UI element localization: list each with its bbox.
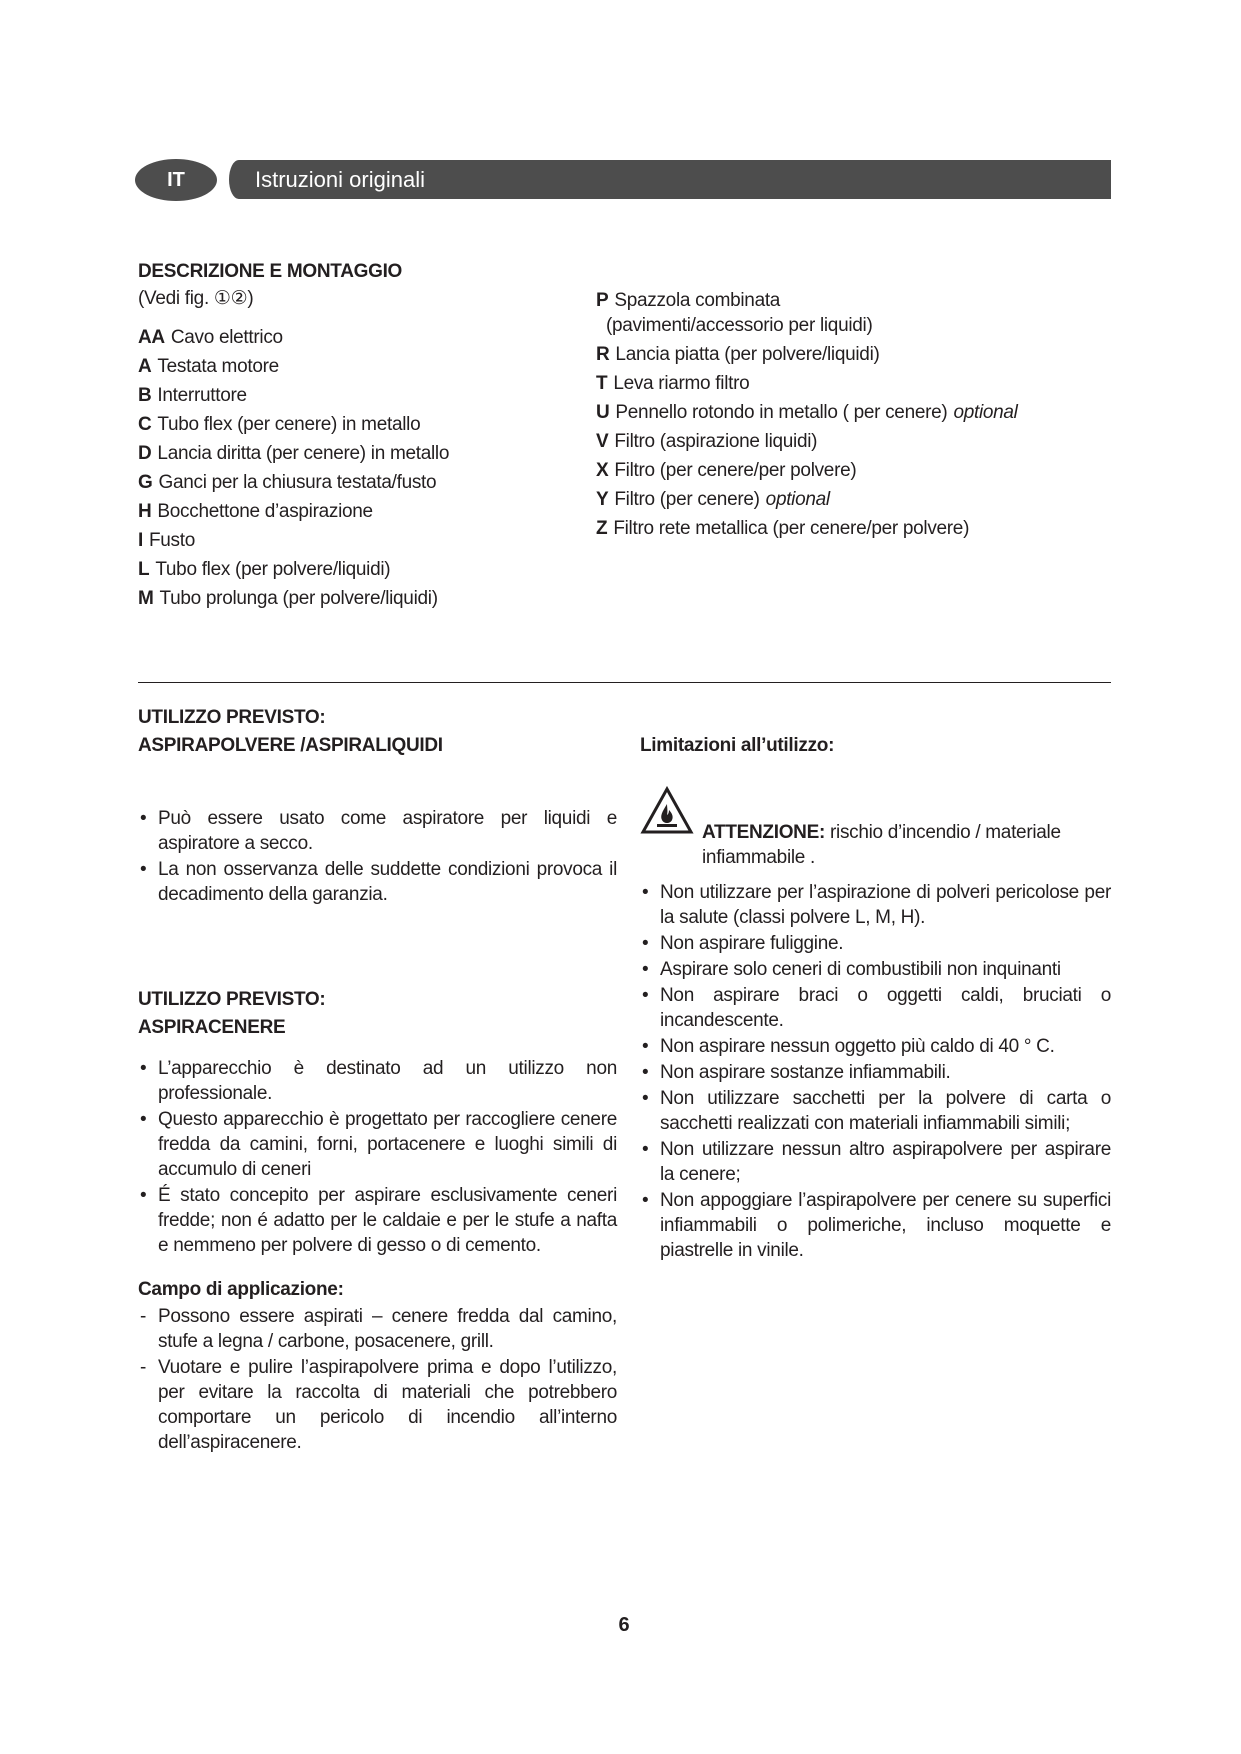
part-label: Tubo flex (per cenere) in metallo xyxy=(157,414,421,435)
language-badge: IT xyxy=(135,159,217,201)
header-title: Istruzioni originali xyxy=(229,160,1111,199)
parts-list-item xyxy=(596,371,1111,396)
part-key: B xyxy=(138,385,152,406)
part-label: Filtro (aspirazione liquidi) xyxy=(614,431,818,452)
list-item: - Possono essere aspirati – cenere fredda dal camino, stufe a legna / carbone, posacenere, grill. xyxy=(138,1304,617,1354)
part-key: T xyxy=(596,373,608,394)
parts-list-item xyxy=(138,528,608,553)
use1-heading: UTILIZZO PREVISTO: xyxy=(138,707,326,728)
list-item: • La non osservanza delle suddette condizioni provoca il decadimento della garanzia. xyxy=(138,857,617,907)
part-key: Y xyxy=(596,489,609,510)
part-key: I xyxy=(138,530,143,551)
description-right xyxy=(596,288,1111,545)
list-item: • Non utilizzare nessun altro aspirapolvere per aspirare la cenere; xyxy=(640,1137,1111,1187)
parts-list-item xyxy=(596,516,1111,541)
list-item: • Non aspirare braci o oggetti caldi, bruciati o incandescente. xyxy=(640,983,1111,1033)
part-label: Leva riarmo filtro xyxy=(613,373,750,394)
part-key: V xyxy=(596,431,609,452)
part-key: A xyxy=(138,356,152,377)
parts-list-item xyxy=(138,325,608,350)
parts-list-item xyxy=(138,412,608,437)
parts-list-item xyxy=(138,586,608,611)
part-label: Interruttore xyxy=(157,385,247,406)
use1-list xyxy=(138,806,617,907)
part-label-continuation: (pavimenti/accessorio per liquidi) xyxy=(606,315,873,336)
part-label: Spazzola combinata xyxy=(614,290,781,311)
parts-list-item xyxy=(596,487,1111,512)
list-item: • Non utilizzare sacchetti per la polvere di carta o sacchetti realizzati con materiali infiammabili simili; xyxy=(640,1086,1111,1136)
part-key: C xyxy=(138,414,152,435)
part-key: R xyxy=(596,344,610,365)
parts-list-item xyxy=(596,342,1111,367)
left-column xyxy=(138,704,617,1456)
part-label: Filtro (per cenere/per polvere) xyxy=(614,460,857,481)
list-item: • Può essere usato come aspiratore per liquidi e aspiratore a secco. xyxy=(138,806,617,856)
limits-heading: Limitazioni all’utilizzo: xyxy=(640,735,835,756)
warning-label: ATTENZIONE: xyxy=(702,822,826,843)
description-left xyxy=(138,258,608,615)
list-item: • Questo apparecchio è progettato per raccogliere cenere fredda da camini, forni, portacenere e luoghi simili di accumulo di ceneri xyxy=(138,1107,617,1182)
part-key: U xyxy=(596,402,610,423)
parts-list-item xyxy=(596,458,1111,483)
description-heading: DESCRIZIONE E MONTAGGIO xyxy=(138,261,403,282)
parts-list-item xyxy=(596,429,1111,454)
list-item: • Non aspirare sostanze infiammabili. xyxy=(640,1060,1111,1085)
part-key: G xyxy=(138,472,153,493)
list-item: • Non aspirare fuliggine. xyxy=(640,931,1111,956)
part-key: Z xyxy=(596,518,608,539)
part-label: Tubo prolunga (per polvere/liquidi) xyxy=(159,588,438,609)
part-label: Filtro (per cenere) xyxy=(614,489,760,510)
campo-heading: Campo di applicazione: xyxy=(138,1279,344,1300)
part-label: Lancia diritta (per cenere) in metallo xyxy=(157,443,450,464)
campo-list xyxy=(138,1304,617,1455)
part-label: Ganci per la chiusura testata/fusto xyxy=(158,472,437,493)
parts-list-item xyxy=(596,288,1111,338)
part-label: Bocchettone d’aspirazione xyxy=(157,501,373,522)
figure-reference: (Vedi fig. ①②) xyxy=(138,288,254,309)
parts-list-item xyxy=(138,354,608,379)
list-item: • Non utilizzare per l’aspirazione di polveri pericolose per la salute (classi polvere L, M, H). xyxy=(640,880,1111,930)
part-label: Cavo elettrico xyxy=(170,327,283,348)
parts-list-item xyxy=(596,400,1111,425)
part-key: X xyxy=(596,460,609,481)
list-item: • Non appoggiare l’aspirapolvere per cenere su superfici infiammabili o polimeriche, incluso moquette e piastrelle in vinile. xyxy=(640,1188,1111,1263)
limits-list xyxy=(640,880,1111,1263)
use2-subheading: ASPIRACENERE xyxy=(138,1017,286,1038)
part-key: M xyxy=(138,588,154,609)
parts-list-item xyxy=(138,557,608,582)
parts-list-item xyxy=(138,441,608,466)
part-label: Fusto xyxy=(148,530,196,551)
list-item: - Vuotare e pulire l’aspirapolvere prima e dopo l’utilizzo, per evitare la raccolta di materiali che potrebbero comportare un pericolo di incendio all’interno dell’aspiracenere. xyxy=(138,1355,617,1455)
use1-subheading: ASPIRAPOLVERE /ASPIRALIQUIDI xyxy=(138,735,443,756)
warning-block xyxy=(640,778,1111,868)
part-label: Pennello rotondo in metallo ( per cenere) xyxy=(615,402,948,423)
part-key: D xyxy=(138,443,152,464)
part-label: Testata motore xyxy=(157,356,279,377)
part-key: L xyxy=(138,559,150,580)
list-item: • Aspirare solo ceneri di combustibili non inquinanti xyxy=(640,957,1111,982)
list-item: • É stato concepito per aspirare esclusivamente ceneri fredde; non é adatto per le caldaie e per le stufe a nafta e nemmeno per polvere di gesso o di cemento. xyxy=(138,1183,617,1258)
right-column xyxy=(640,732,1111,1264)
parts-list-item xyxy=(138,383,608,408)
warning-text: rischio d’incendio / materiale infiammabile . xyxy=(702,822,1061,868)
parts-list-item xyxy=(138,499,608,524)
part-key: AA xyxy=(138,327,165,348)
optional-tag: optional xyxy=(765,489,830,510)
flammable-warning-icon xyxy=(640,786,694,836)
optional-tag: optional xyxy=(953,402,1018,423)
use2-heading: UTILIZZO PREVISTO: xyxy=(138,989,326,1010)
list-item: • L’apparecchio è destinato ad un utilizzo non professionale. xyxy=(138,1056,617,1106)
part-label: Filtro rete metallica (per cenere/per polvere) xyxy=(613,518,970,539)
part-label: Lancia piatta (per polvere/liquidi) xyxy=(615,344,880,365)
parts-list-item xyxy=(138,470,608,495)
page-number: 6 xyxy=(618,1614,630,1636)
part-key: P xyxy=(596,290,609,311)
use2-list xyxy=(138,1056,617,1258)
part-key: H xyxy=(138,501,152,522)
list-item: • Non aspirare nessun oggetto più caldo di 40 ° C. xyxy=(640,1034,1111,1059)
divider xyxy=(138,682,1111,683)
part-label: Tubo flex (per polvere/liquidi) xyxy=(155,559,391,580)
